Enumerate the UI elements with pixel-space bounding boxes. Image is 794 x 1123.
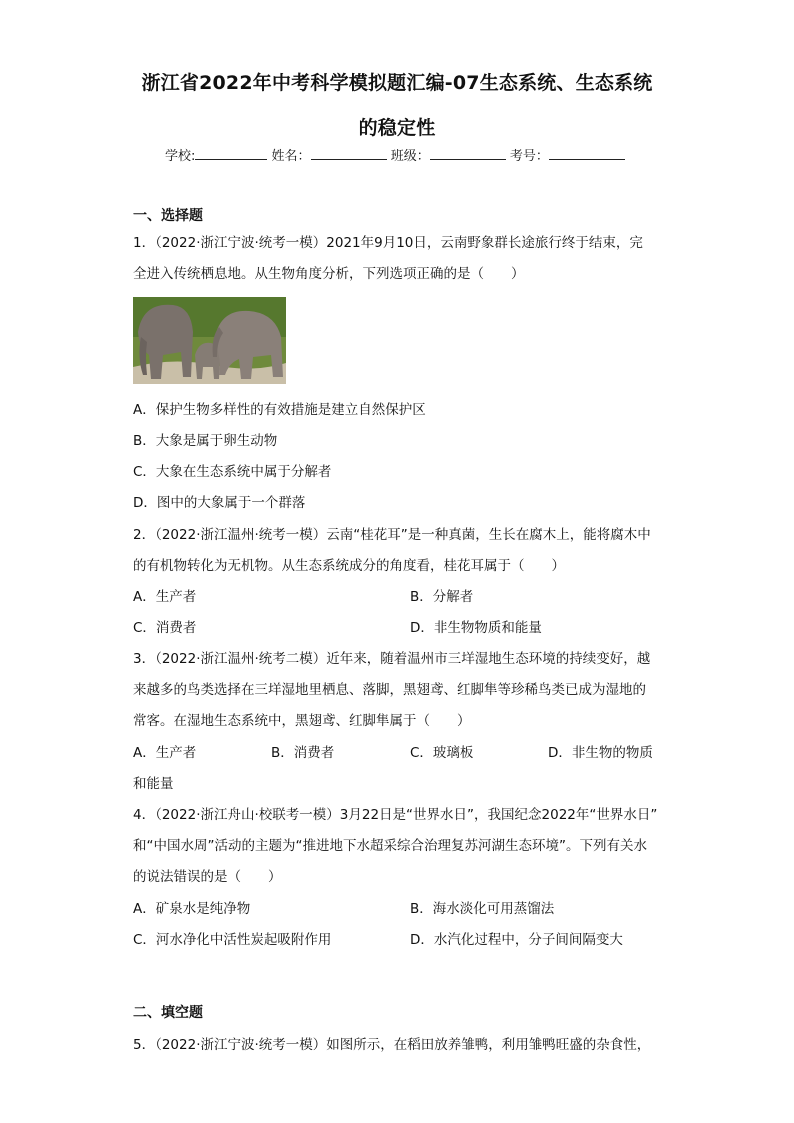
name-label: 姓名： (271, 149, 311, 164)
question-2-line-2: 的有机物转化为无机物。从生态系统成分的角度看，桂花耳属于（ ） (133, 558, 565, 574)
name-blank (311, 147, 387, 160)
page-title: 浙江省2022年中考科学模拟题汇编-07生态系统、生态系统 (141, 72, 653, 94)
number-label: 考号： (509, 149, 549, 164)
student-info-row (165, 145, 625, 164)
class-blank (430, 147, 506, 160)
school-blank (195, 147, 267, 160)
question-1-line-2: 全进入传统栖息地。从生物角度分析，下列选项正确的是（ ） (133, 266, 525, 282)
number-blank (549, 147, 625, 160)
question-3-line-1: 3．（2022·浙江温州·统考二模）近年来，随着温州市三垟湿地生态环境的持续变好，越 (133, 651, 651, 667)
question-3-option-b: B．消费者 (271, 745, 335, 761)
question-1-option-d: D．图中的大象属于一个群落 (133, 495, 306, 511)
question-1-line-1: 1．（2022·浙江宁波·统考一模）2021年9月10日，云南野象群长途旅行终于结束，完 (133, 235, 643, 251)
page-title-cont: 的稳定性 (358, 117, 436, 139)
question-1-option-c: C．大象在生态系统中属于分解者 (133, 464, 332, 480)
question-2-option-d: D．非生物物质和能量 (410, 620, 542, 636)
question-2-option-a: A．生产者 (133, 589, 197, 605)
question-3-option-d-cont: 和能量 (133, 776, 174, 792)
question-3-option-c: C．玻璃板 (410, 745, 474, 761)
question-4-option-b: B．海水淡化可用蒸馏法 (410, 901, 555, 917)
question-3-line-3: 常客。在湿地生态系统中，黑翅鸢、红脚隼属于（ ） (133, 713, 471, 729)
school-label: 学校: (165, 149, 196, 164)
question-4-line-3: 的说法错误的是（ ） (133, 869, 282, 885)
question-3-line-2: 来越多的鸟类选择在三垟湿地里栖息、落脚，黑翅鸢、红脚隼等珍稀鸟类已成为湿地的 (133, 682, 646, 698)
class-label: 班级： (390, 149, 430, 164)
question-4-option-c: C．河水净化中活性炭起吸附作用 (133, 932, 332, 948)
question-2-line-1: 2．（2022·浙江温州·统考一模）云南“桂花耳”是一种真菌，生长在腐木上，能将腐木中 (133, 527, 651, 543)
question-4-line-2: 和“中国水周”活动的主题为“推进地下水超采综合治理复苏河湖生态环境”。下列有关水 (133, 838, 647, 854)
question-4-line-1: 4．（2022·浙江舟山·校联考一模）3月22日是“世界水日”，我国纪念2022年“世界水日” (133, 807, 658, 823)
question-2-option-b: B．分解者 (410, 589, 474, 605)
question-1-option-b: B．大象是属于卵生动物 (133, 433, 278, 449)
section-heading-choice: 一、选择题 (133, 208, 203, 224)
section-heading-fill: 二、填空题 (133, 1005, 203, 1021)
question-1-option-a: A．保护生物多样性的有效措施是建立自然保护区 (133, 402, 426, 418)
question-3-option-a: A．生产者 (133, 745, 197, 761)
question-5-line-1: 5．（2022·浙江宁波·统考一模）如图所示，在稻田放养雏鸭，利用雏鸭旺盛的杂食性， (133, 1037, 651, 1053)
question-2-option-c: C．消费者 (133, 620, 197, 636)
question-4-option-a: A．矿泉水是纯净物 (133, 901, 251, 917)
question-4-option-d: D．水汽化过程中，分子间间隔变大 (410, 932, 623, 948)
question-3-option-d: D．非生物的物质 (548, 745, 653, 761)
elephant-photo (133, 297, 286, 384)
